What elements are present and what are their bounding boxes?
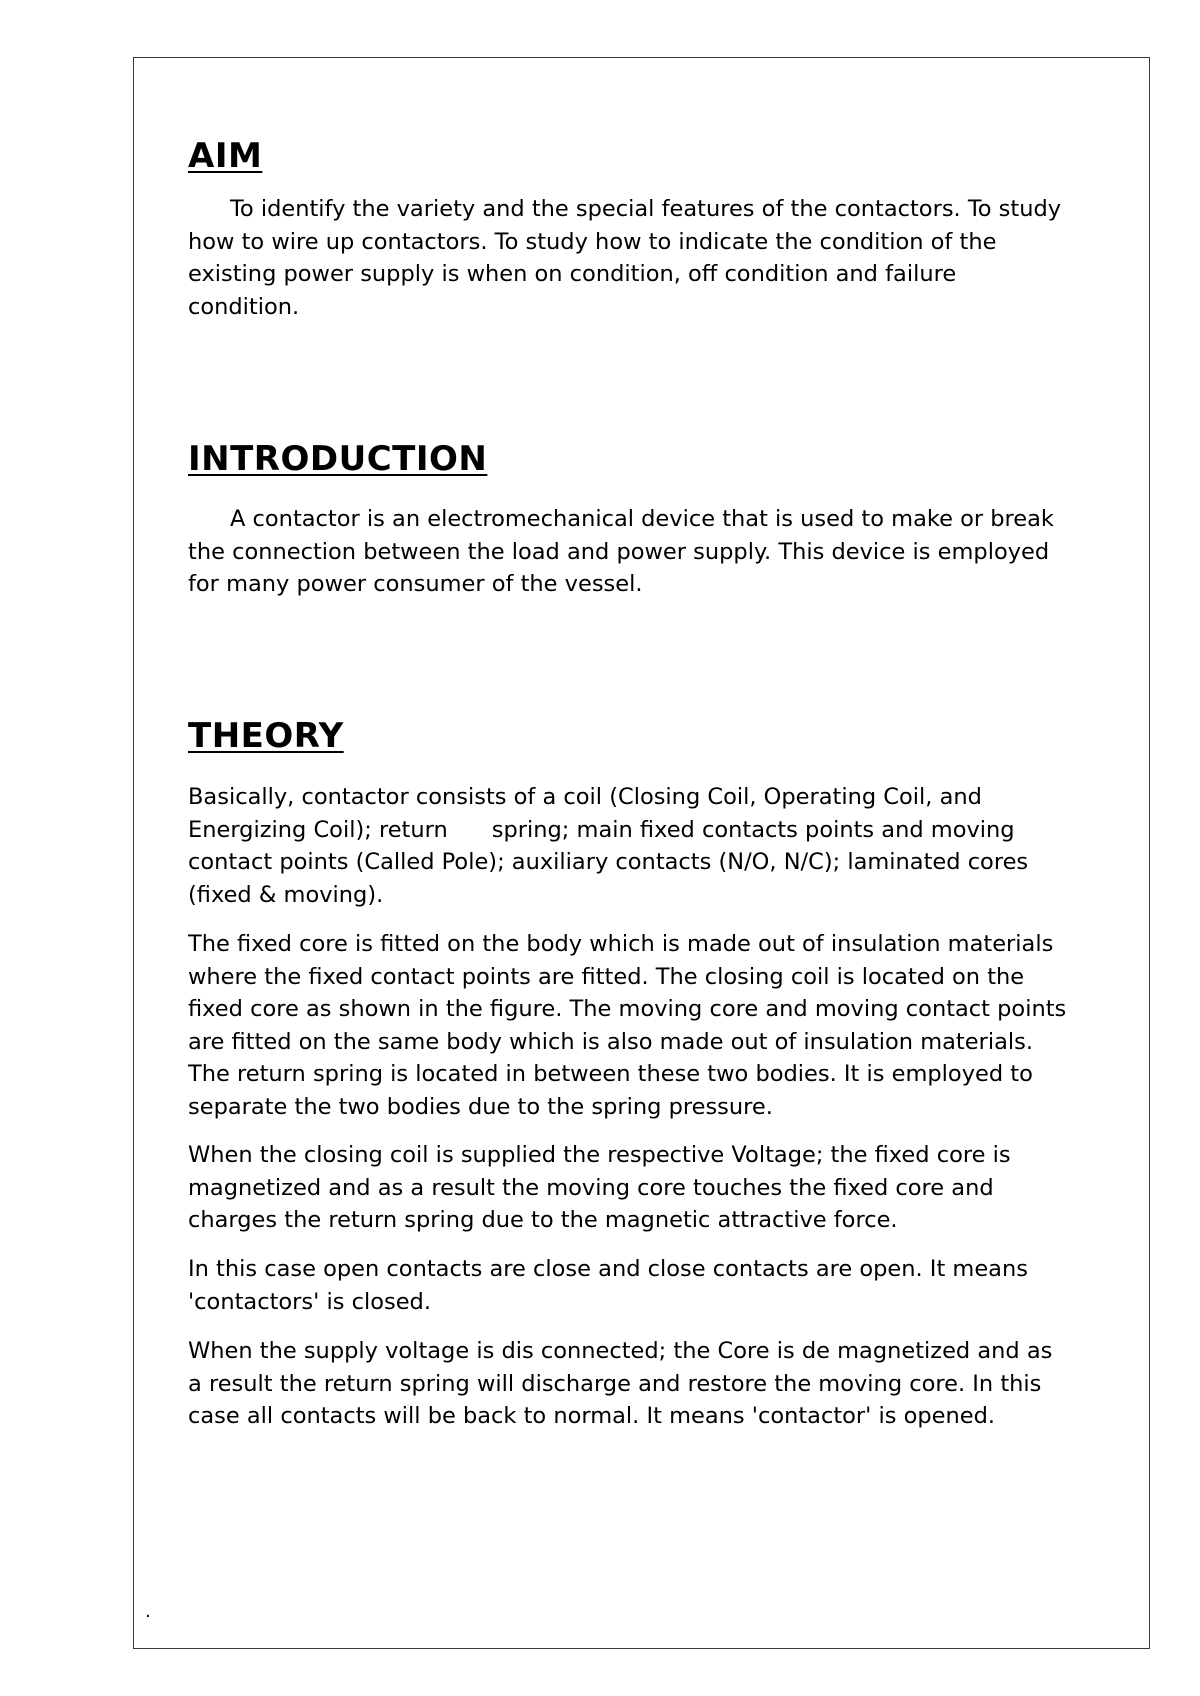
theory-paragraph-4 bbox=[188, 1253, 1028, 1318]
theory-paragraph-5 bbox=[188, 1335, 1052, 1433]
text-line: a result the return spring will discharge and restore the moving core. In this bbox=[188, 1370, 1042, 1397]
text-line: (fixed & moving). bbox=[188, 881, 384, 908]
text-line: where the fixed contact points are fitted. The closing coil is located on the bbox=[188, 963, 1025, 990]
text-line: separate the two bodies due to the spring pressure. bbox=[188, 1093, 773, 1120]
text-line: condition. bbox=[188, 293, 300, 320]
theory-paragraph-2 bbox=[188, 928, 1066, 1124]
text-line: Basically, contactor consists of a coil (Closing Coil, Operating Coil, and bbox=[188, 784, 982, 810]
text-line: contact points (Called Pole); auxiliary contacts (N/O, N/C); laminated cores bbox=[188, 849, 1029, 876]
text-line: are fitted on the same body which is also made out of insulation materials. bbox=[188, 1028, 1034, 1055]
aim-heading: AIM bbox=[188, 136, 263, 176]
text-segment: spring; main fixed contacts points and moving bbox=[491, 816, 1015, 843]
theory-paragraph-3 bbox=[188, 1139, 1011, 1237]
text-line: fixed core as shown in the figure. The moving core and moving contact points bbox=[188, 996, 1067, 1023]
introduction-paragraph bbox=[188, 503, 1054, 601]
text-line: In this case open contacts are close and close contacts are open. It means bbox=[188, 1256, 1028, 1282]
theory-heading: THEORY bbox=[188, 716, 344, 756]
text-line: magnetized and as a result the moving core touches the fixed core and bbox=[188, 1174, 994, 1201]
text-line: charges the return spring due to the magnetic attractive force. bbox=[188, 1207, 898, 1234]
text-line: how to wire up contactors. To study how to indicate the condition of the bbox=[188, 228, 997, 255]
theory-paragraph-1 bbox=[188, 781, 1028, 911]
text-line: 'contactors' is closed. bbox=[188, 1288, 431, 1315]
introduction-heading: INTRODUCTION bbox=[188, 439, 488, 479]
text-line: The return spring is located in between these two bodies. It is employed to bbox=[188, 1061, 1033, 1088]
text-line: To identify the variety and the special features of the contactors. To study bbox=[230, 196, 1062, 222]
text-line: the connection between the load and power supply. This device is employed bbox=[188, 538, 1050, 565]
text-line bbox=[188, 814, 1028, 847]
text-line: The fixed core is fitted on the body which is made out of insulation materials bbox=[188, 931, 1054, 957]
text-line: When the closing coil is supplied the respective Voltage; the fixed core is bbox=[188, 1142, 1011, 1168]
text-line: for many power consumer of the vessel. bbox=[188, 571, 643, 598]
aim-paragraph bbox=[188, 193, 1061, 323]
text-line: case all contacts will be back to normal. It means 'contactor' is opened. bbox=[188, 1403, 996, 1430]
footer-mark: . bbox=[145, 1601, 151, 1622]
text-segment: Energizing Coil); return bbox=[188, 816, 448, 843]
text-line: A contactor is an electromechanical device that is used to make or break bbox=[230, 506, 1054, 532]
text-line: existing power supply is when on condition, off condition and failure bbox=[188, 261, 957, 288]
text-line: When the supply voltage is dis connected; the Core is de magnetized and as bbox=[188, 1338, 1053, 1364]
